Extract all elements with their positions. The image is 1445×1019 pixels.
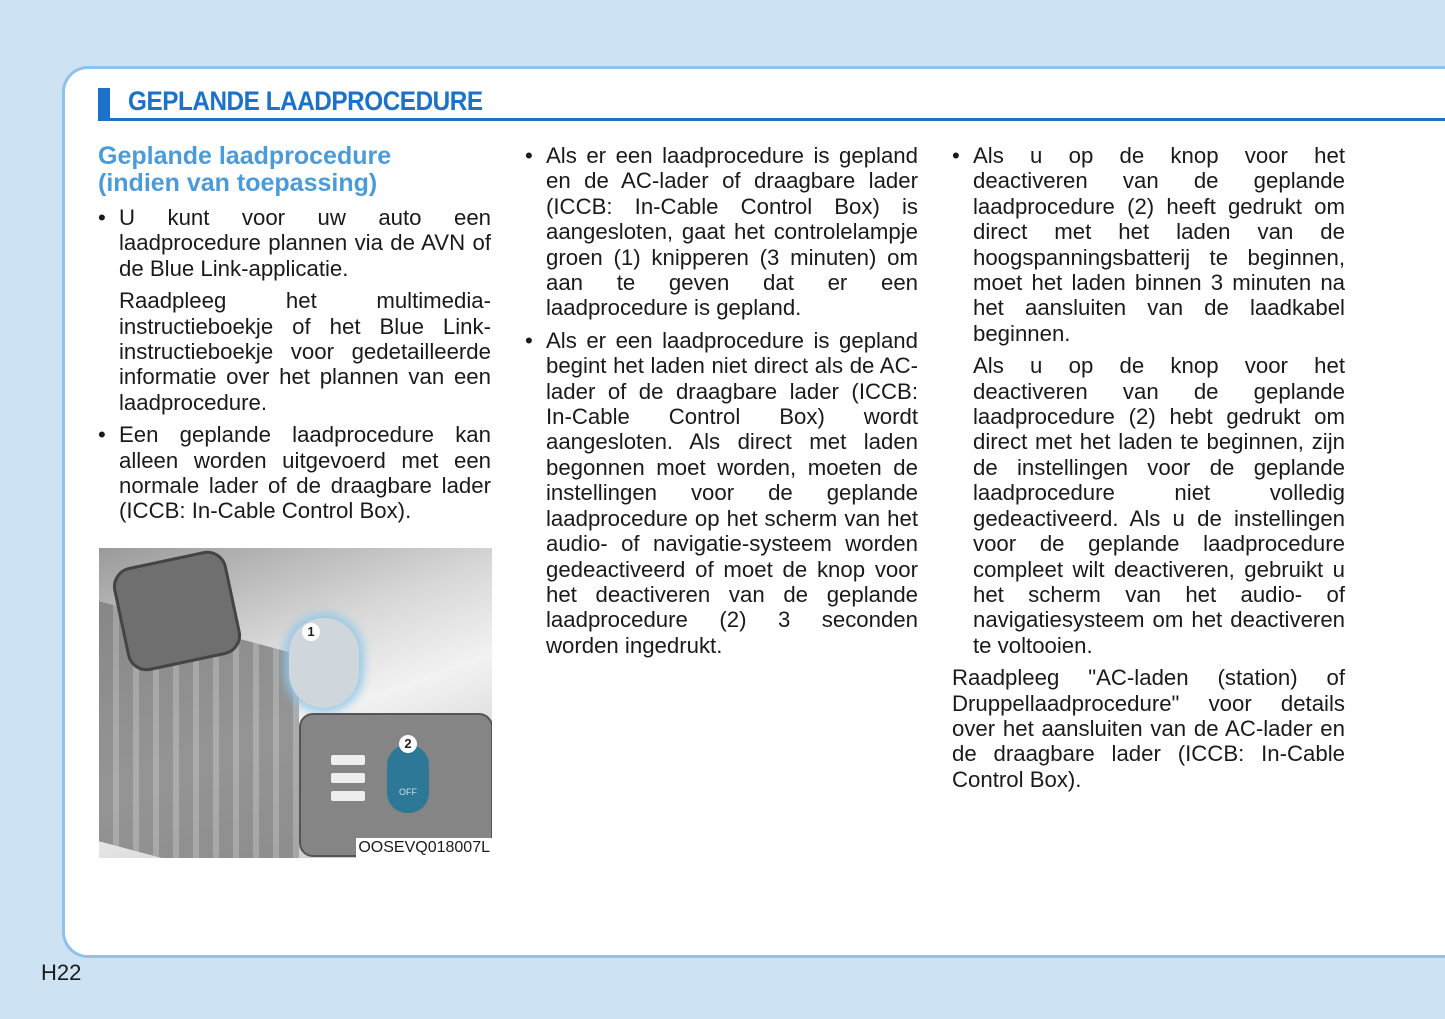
callout-1: 1 [302,623,320,641]
column-1 [98,143,491,531]
paragraph: Als u op de knop voor het deactiveren van de geplande laadprocedure (2) hebt gedrukt om direct met het laden te beginnen, zijn de instellingen voor de geplande laadprocedure niet volledig gedeactiveerd. Als u de instellingen voor de geplande laadprocedure compleet wilt deactiveren, gebruikt u het scherm van het audio- of navigatiesysteem om het deactiveren te voltooien. [973,353,1345,658]
section-header [98,86,1445,121]
header-accent-bar [98,88,110,118]
column-3 [952,143,1345,799]
page-number: H22 [41,960,82,985]
bullet-paragraph: • Een geplande laadprocedure kan alleen worden uitgevoerd met een normale lader of de draagbare lader (ICCB: In-Cable Control Box). [98,422,491,524]
paragraph: Raadpleeg "AC-laden (station) of Druppellaadprocedure" voor details over het aansluiten van de AC-lader en de draagbare lader (ICCB: In-Cable Control Box). [952,665,1345,792]
figure-code: OOSEVQ018007L [358,839,490,856]
bullet-paragraph: • Als er een laadprocedure is gepland begint het laden niet direct als de AC-lader of de draagbare lader (ICCB: In-Cable Control Box) wordt aangesloten. Als direct met laden begonnen moet worden, moeten de instellingen voor de geplande laadprocedure op het scherm van het audio- of navigatie-systeem worden gedeactiveerd of moet de knop voor het deactiveren van de geplande laadprocedure (2) 3 seconden worden ingedrukt. [525,328,918,658]
bullet-paragraph: • U kunt voor uw auto een laadprocedure plannen via de AVN of de Blue Link-applicatie. [98,205,491,281]
scheduled-charge-off-button: OFF [387,745,429,813]
charging-port [289,618,359,708]
indicator-lights [331,755,365,809]
subtitle-line-1: Geplande laadprocedure [98,142,392,170]
paragraph: Raadpleeg het multimedia-instructieboekje of het Blue Link-instructieboekje voor gedetailleerde informatie over het plannen van een laadprocedure. [119,288,491,415]
charging-port-illustration [99,548,492,858]
subsection-title [98,143,491,197]
section-title: GEPLANDE LAADPROCEDURE [128,86,483,116]
bullet-paragraph: • Als u op de knop voor het deactiveren van de geplande laadprocedure (2) heeft gedrukt om direct met het laden van de hoogspanningsbatterij te beginnen, moet het laden binnen 3 minuten na het aansluiten van de laadkabel beginnen. [952,143,1345,346]
callout-2: 2 [399,735,417,753]
subtitle-line-2: (indien van toepassing) [98,169,378,197]
button-inset [299,713,492,857]
bullet-paragraph: • Als er een laadprocedure is gepland en de AC-lader of draagbare lader (ICCB: In-Cable Control Box) is aangesloten, gaat het controlelampje groen (1) knipperen (3 minuten) om aan te geven dat er een laadprocedure is gepland. [525,143,918,321]
column-2 [525,143,918,665]
